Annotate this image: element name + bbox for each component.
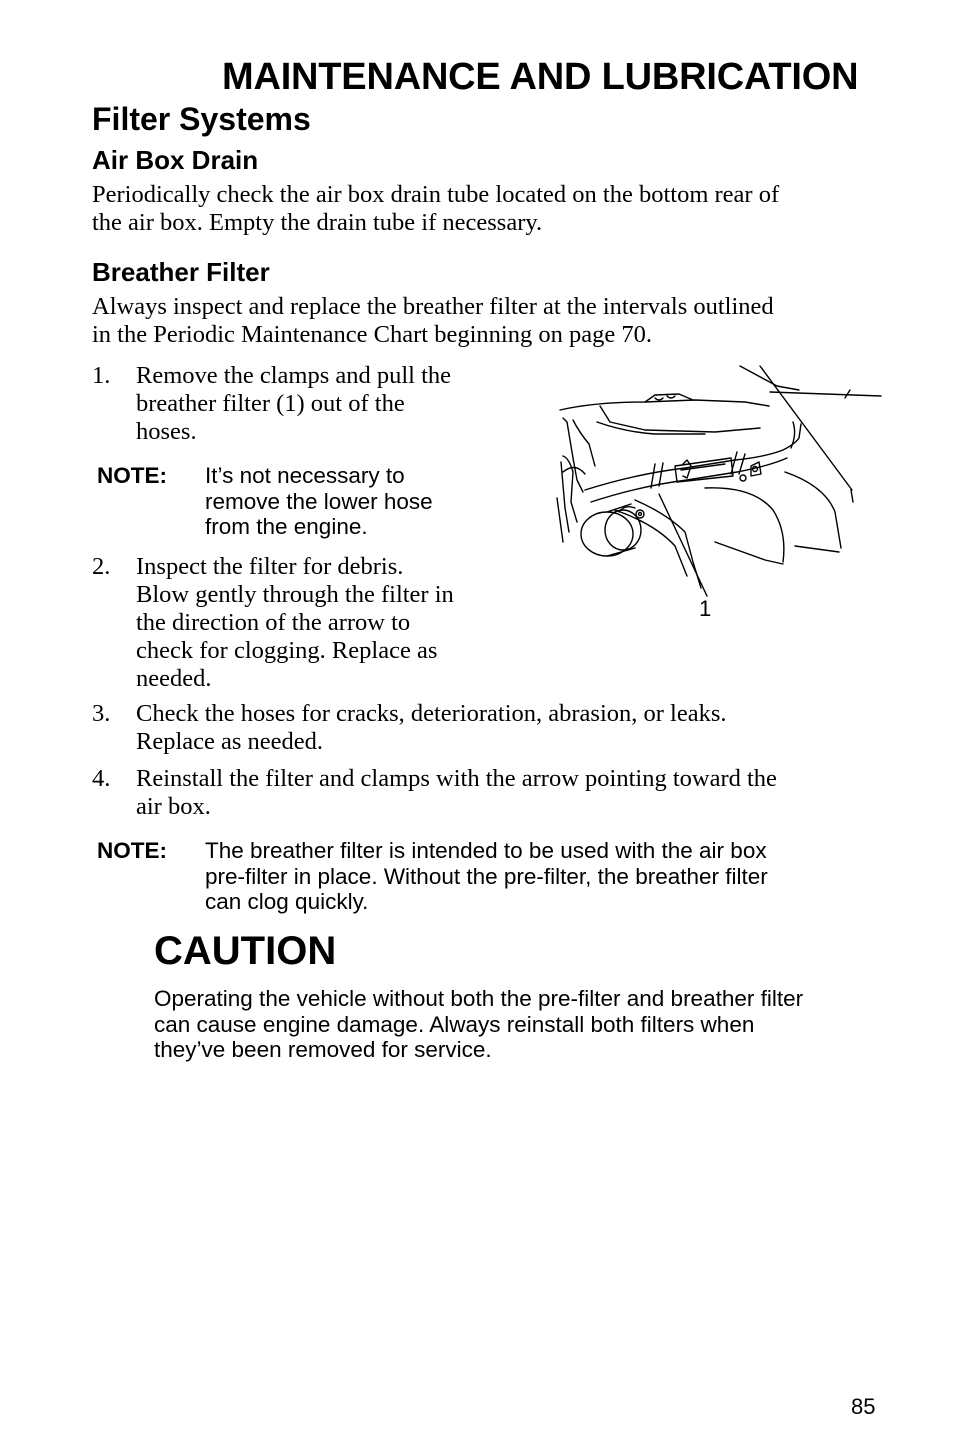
note-line: The breather filter is intended to be used with the air box	[205, 838, 767, 863]
breather-filter-text	[92, 293, 892, 349]
caution-text	[154, 986, 894, 1063]
breather-filter-line: Always inspect and replace the breather filter at the intervals outlined	[92, 293, 774, 320]
step-number: 1.	[92, 362, 111, 389]
air-box-drain-text	[92, 181, 892, 237]
caution-line: can cause engine damage. Always reinstall both filters when	[154, 1011, 755, 1037]
breather-filter-illustration	[555, 362, 885, 624]
note-line: remove the lower hose	[205, 488, 433, 514]
note-label: NOTE:	[97, 463, 167, 488]
note-line: can clog quickly.	[205, 889, 369, 914]
breather-filter-heading: Breather Filter	[92, 257, 270, 287]
air-box-drain-heading: Air Box Drain	[92, 145, 259, 175]
note-label: NOTE:	[97, 838, 167, 863]
air-box-drain-line: the air box. Empty the drain tube if necessary.	[92, 209, 543, 236]
note-line: pre-filter in place. Without the pre-filter, the breather filter	[205, 863, 768, 889]
air-box-drain-line: Periodically check the air box drain tube located on the bottom rear of	[92, 181, 780, 208]
note-line: from the engine.	[205, 514, 368, 539]
step-line: hoses.	[136, 418, 197, 445]
note-line: It’s not necessary to	[205, 463, 405, 488]
step-line: breather filter (1) out of the	[136, 390, 405, 417]
step-number: 2.	[92, 553, 111, 580]
step-line: Inspect the filter for debris.	[136, 553, 404, 580]
step-number: 3.	[92, 700, 111, 727]
caution-line: Operating the vehicle without both the pre-filter and breather filter	[154, 986, 804, 1011]
caution-title: CAUTION	[154, 929, 337, 973]
caution-line: they’ve been removed for service.	[154, 1037, 492, 1062]
step-line: Remove the clamps and pull the	[136, 362, 452, 389]
step-line: Blow gently through the filter in	[136, 581, 454, 608]
step-number: 4.	[92, 765, 111, 792]
page-title: MAINTENANCE AND LUBRICATION	[222, 56, 859, 98]
step-line: Check the hoses for cracks, deterioration, abrasion, or leaks.	[136, 700, 727, 727]
breather-filter-line: in the Periodic Maintenance Chart beginning on page 70.	[92, 321, 652, 348]
step-line: air box.	[136, 793, 211, 820]
figure-callout-label: 1	[699, 596, 712, 621]
step-line: check for clogging. Replace as	[136, 637, 438, 664]
section-title: Filter Systems	[92, 101, 311, 137]
page-number: 85	[851, 1394, 876, 1419]
step-line: Reinstall the filter and clamps with the arrow pointing toward the	[136, 765, 777, 792]
step-line: the direction of the arrow to	[136, 609, 411, 636]
step-line: Replace as needed.	[136, 728, 324, 755]
step-line: needed.	[136, 665, 212, 692]
